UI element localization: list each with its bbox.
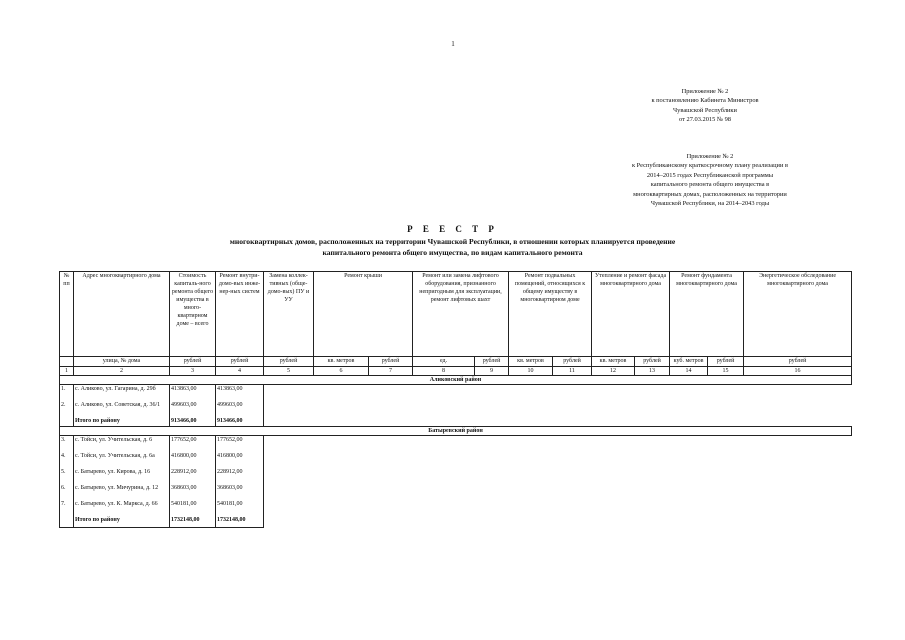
total-cost-cell: 228912,00: [170, 468, 216, 484]
empty-cell: [74, 525, 170, 528]
col-number: 11: [553, 367, 592, 376]
registry-table: [59, 271, 852, 528]
internal-systems-cell: 499603,00: [216, 401, 264, 417]
appendix-line: капитального ремонта общего имущества в: [650, 181, 770, 189]
header-cell: Ремонт фундамента многоквартирного дома: [670, 272, 744, 357]
header-cell: Ремонт крыши: [314, 272, 413, 357]
empty-cell: [60, 417, 74, 427]
address-cell: с. Тойси, ул. Учительская, д. 6: [74, 436, 170, 453]
table-row: [60, 452, 852, 468]
header-cell: Ремонт внутри-домо-вых инже-нер-ных систем: [216, 272, 264, 357]
row-number: 7.: [60, 500, 74, 516]
internal-systems-cell: 413863,00: [216, 385, 264, 402]
unit-cell: куб. метров: [670, 357, 708, 367]
region-row: [60, 427, 852, 436]
row-number: 6.: [60, 484, 74, 500]
unit-cell: рублей: [708, 357, 744, 367]
unit-cell: рублей: [744, 357, 852, 367]
table-row: [60, 436, 852, 453]
header-cell: Адрес многоквартирного дома: [74, 272, 170, 357]
header-row: [60, 272, 852, 357]
subtitle-line: капитального ремонта общего имущества, по видам капитального ремонта: [322, 248, 583, 257]
empty-cells: [264, 401, 852, 417]
total-cost-cell: 540181,00: [170, 500, 216, 516]
appendix-line: Приложение № 2: [681, 88, 729, 95]
unit-cell: кв. метров: [314, 357, 369, 367]
total-internal-cell: 1732148,00: [216, 516, 264, 525]
total-internal-cell: 913466,00: [216, 417, 264, 427]
appendix-line: к Республиканскому краткосрочному плану реализации в: [631, 162, 789, 170]
empty-cells: [264, 468, 852, 484]
empty-cells: [264, 525, 852, 528]
internal-systems-cell: 540181,00: [216, 500, 264, 516]
unit-cell: кв. метров: [592, 357, 635, 367]
header-cell: Энергетическое обследование многоквартирного дома: [744, 272, 852, 357]
header-cell: № пп: [60, 272, 74, 357]
unit-cell: кв. метров: [509, 357, 553, 367]
internal-systems-cell: 416800,00: [216, 452, 264, 468]
empty-cell: [216, 525, 264, 528]
header-cell: Замена коллек-тивных (обще-домо-вых) ПУ и УУ: [264, 272, 314, 357]
unit-cell: ед.: [413, 357, 475, 367]
row-number: 5.: [60, 468, 74, 484]
row-number: 1.: [60, 385, 74, 402]
table-row: [60, 500, 852, 516]
col-number: 10: [509, 367, 553, 376]
col-number: 6: [314, 367, 369, 376]
internal-systems-cell: 177652,00: [216, 436, 264, 453]
empty-cells: [264, 452, 852, 468]
col-number: 5: [264, 367, 314, 376]
address-cell: с. Батырево, ул. Мичурина, д. 12: [74, 484, 170, 500]
region-row: [60, 376, 852, 385]
unit-cell: [60, 357, 74, 367]
col-number: 1: [60, 367, 74, 376]
address-cell: с. Аликово, ул. Гагарина, д. 29б: [74, 385, 170, 402]
table-end-row: [60, 525, 852, 528]
unit-cell: рублей: [216, 357, 264, 367]
address-cell: с. Тойси, ул. Учительская, д. 6а: [74, 452, 170, 468]
empty-cell: [60, 525, 74, 528]
appendix-line: Чувашской Республики, на 2014–2043 годы: [650, 200, 770, 208]
unit-cell: рублей: [635, 357, 670, 367]
page-number: 1: [451, 40, 455, 48]
col-number: 2: [74, 367, 170, 376]
col-number: 13: [635, 367, 670, 376]
document-subtitle: [0, 236, 905, 258]
units-row: [60, 357, 852, 367]
unit-cell: рублей: [553, 357, 592, 367]
col-number: 12: [592, 367, 635, 376]
total-cost-cell: 413863,00: [170, 385, 216, 402]
region-total-row: [60, 516, 852, 525]
appendix-note-plan: [595, 152, 825, 208]
header-cell: Утепление и ремонт фасада многоквартирного дома: [592, 272, 670, 357]
address-cell: с. Аликово, ул. Советская, д. 36/1: [74, 401, 170, 417]
address-cell: с. Батырево, ул. Кирова, д. 16: [74, 468, 170, 484]
unit-cell: рублей: [475, 357, 509, 367]
appendix-line: Чувашской Республики: [673, 106, 737, 114]
col-number: 16: [744, 367, 852, 376]
appendix-line: от 27.03.2015 № 98: [679, 116, 731, 124]
empty-cells: [264, 417, 852, 427]
appendix-line: многоквартирных домах, расположенных на территории: [633, 190, 787, 198]
region-name: Батыревский район: [60, 427, 852, 436]
appendix-line: к постановлению Кабинета Министров: [651, 97, 759, 105]
empty-cell: [170, 525, 216, 528]
appendix-note-resolution: [605, 87, 805, 125]
col-number: 8: [413, 367, 475, 376]
empty-cells: [264, 516, 852, 525]
header-cell: Ремонт или замена лифтового оборудования, признанного непригодным для эксплуатации, ремонт лифтовых шахт: [413, 272, 509, 357]
region-name: Аликовский район: [60, 376, 852, 385]
address-cell: с. Батырево, ул. К. Маркса, д. 66: [74, 500, 170, 516]
unit-cell: рублей: [369, 357, 413, 367]
total-cost-cell: 177652,00: [170, 436, 216, 453]
region-total-row: [60, 417, 852, 427]
col-number: 15: [708, 367, 744, 376]
unit-cell: рублей: [170, 357, 216, 367]
total-cost-cell: 416800,00: [170, 452, 216, 468]
total-label: Итого по району: [74, 417, 170, 427]
row-number: 2.: [60, 401, 74, 417]
appendix-line: 2014–2015 годах Республиканской программы: [646, 171, 774, 179]
subtitle-line: многоквартирных домов, расположенных на территории Чувашской Республики, в отношении которых планируется проведение: [229, 237, 676, 246]
total-cost-cell: 368603,00: [170, 484, 216, 500]
unit-cell: улица, № дома: [74, 357, 170, 367]
col-number: 3: [170, 367, 216, 376]
empty-cells: [264, 500, 852, 516]
appendix-line: Приложение № 2: [686, 153, 734, 160]
col-number: 9: [475, 367, 509, 376]
column-number-row: [60, 367, 852, 376]
empty-cells: [264, 436, 852, 453]
unit-cell: рублей: [264, 357, 314, 367]
empty-cells: [264, 484, 852, 500]
row-number: 3.: [60, 436, 74, 453]
table-row: [60, 468, 852, 484]
internal-systems-cell: 368603,00: [216, 484, 264, 500]
col-number: 7: [369, 367, 413, 376]
internal-systems-cell: 228912,00: [216, 468, 264, 484]
table-row: [60, 385, 852, 402]
col-number: 4: [216, 367, 264, 376]
table-row: [60, 401, 852, 417]
empty-cells: [264, 385, 852, 402]
empty-cell: [60, 516, 74, 525]
header-cell: Ремонт подвальных помещений, относящихся к общему имуществу в многоквартирном доме: [509, 272, 592, 357]
total-sum-cell: 913466,00: [170, 417, 216, 427]
total-sum-cell: 1732148,00: [170, 516, 216, 525]
document-title: Р Е Е С Т Р: [407, 224, 498, 234]
header-cell: Стоимость капиталь-ного ремонта общего имущества в много-квартирном доме – всего: [170, 272, 216, 357]
total-cost-cell: 499603,00: [170, 401, 216, 417]
col-number: 14: [670, 367, 708, 376]
row-number: 4.: [60, 452, 74, 468]
table-row: [60, 484, 852, 500]
total-label: Итого по району: [74, 516, 170, 525]
